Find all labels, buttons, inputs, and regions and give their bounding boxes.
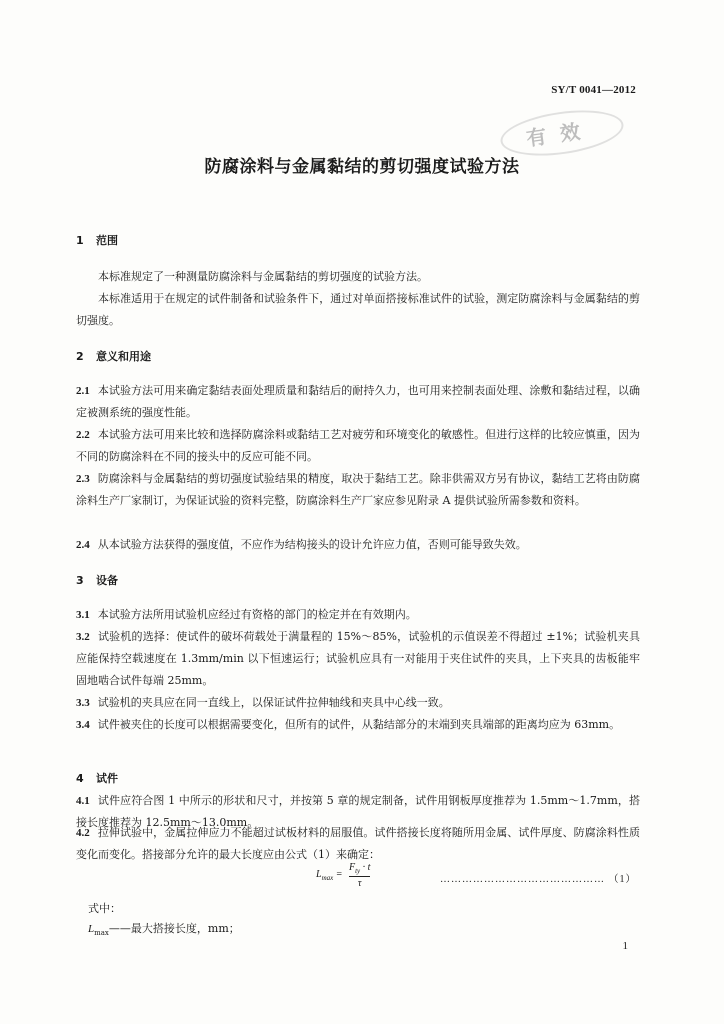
section-number: 1 [76,234,84,247]
section-title: 试件 [96,772,118,785]
clause-text: 本试验方法可用来比较和选择防腐涂料或黏结工艺对疲劳和环境变化的敏感性。但进行这样的比较应慎重，因为不同的防腐涂料在不同的接头中的反应可能不同。 [76,428,640,463]
where-item: $L_{max}——$最大搭接长度，mm； [88,922,240,938]
formula-1 [316,862,370,889]
clause [76,468,640,512]
standard-code: SY/T 0041—2012 [551,84,636,96]
clause-text: 试验机的选择：使试件的破坏荷载处于满量程的 15%～85%，试验机的示值误差不得超过 ±1%；试验机夹具应能保持空载速度在 1.3mm/min 以下恒速运行；试验机应具有一对能用于夹住试件的夹具，上下夹具的齿板能牢固地啮合试件每端 25mm。 [76,630,640,687]
section-number: 4 [76,772,84,785]
clause-number: 3.1 [76,609,90,621]
clause [76,424,640,468]
formula-lhs: $L_{max}$ = [316,869,343,882]
clause-text: 试件应符合图 1 中所示的形状和尺寸，并按第 5 章的规定制备，试件用钢板厚度推荐为 1.5mm～1.7mm，搭接长度推荐为 12.5mm～13.0mm。 [76,794,640,829]
clause [76,626,640,692]
section-number: 3 [76,574,84,587]
clause [76,822,640,866]
clause-number: 2.2 [76,429,90,441]
section-heading-4 [76,770,118,786]
clause-text: 本试验方法所用试验机应经过有资格的部门的检定并在有效期内。 [97,608,417,621]
formula-fraction [349,862,370,889]
section-heading-1 [76,232,118,248]
paragraph: 本标准适用于在规定的试件制备和试验条件下，通过对单面搭接标准试件的试验，测定防腐涂料与金属黏结的剪切强度。 [76,292,640,327]
clause [76,604,640,626]
clause-number: 3.2 [76,631,90,643]
clause-number: 4.2 [76,827,90,839]
clause-text: 从本试验方法获得的强度值，不应作为结构接头的设计允许应力值，否则可能导致失效。 [97,538,527,551]
clause [76,714,640,736]
clause-text: 本试验方法可用来确定黏结表面处理质量和黏结后的耐持久力，也可用来控制表面处理、涂敷和黏结过程，以确定被测系统的强度性能。 [76,384,640,419]
clause [76,380,640,424]
section-title: 设备 [96,574,118,587]
clause-text: 试件被夹住的长度可以根据需要变化，但所有的试件，从黏结部分的末端到夹具端部的距离均应为 63mm。 [97,718,621,731]
formula-numerator: $F_{ty} \cdot t$ [348,862,371,875]
clause-number: 3.4 [76,719,90,731]
section-title: 意义和用途 [96,350,151,363]
equation-reference: ……………………………………… （1） [440,874,637,885]
clause-text: 防腐涂料与金属黏结的剪切强度试验结果的精度，取决于黏结工艺。除非供需双方另有协议，黏结工艺将由防腐涂料生产厂家制订，为保证试验的资料完整，防腐涂料生产厂家应参见附录 A 提供试验所需参数和资料。 [76,472,640,507]
clause [76,692,640,714]
clause-text: 拉伸试验中，金属拉伸应力不能超过试板材料的屈服值。试件搭接长度将随所用金属、试件厚度、防腐涂料性质变化而变化。搭接部分允许的最大长度应由公式（1）来确定： [76,826,640,861]
clause-number: 2.4 [76,539,90,551]
page-number: 1 [622,940,628,952]
document-title: 防腐涂料与金属黏结的剪切强度试验方法 [204,157,520,177]
section-heading-2 [76,348,151,364]
section-number: 2 [76,350,84,363]
paragraph: 本标准规定了一种测量防腐涂料与金属黏结的剪切强度的试验方法。 [98,270,428,283]
clause-text: 试验机的夹具应在同一直线上，以保证试件拉伸轴线和夹具中心线一致。 [97,696,450,709]
stamp-text: 有效 [524,117,596,151]
clause-number: 2.3 [76,473,90,485]
clause-number: 4.1 [76,795,90,807]
clause [76,534,640,556]
section-heading-3 [76,572,118,588]
formula-denominator: τ [357,878,362,889]
clause-number: 3.3 [76,697,90,709]
where-label: 式中： [88,902,121,915]
fraction-bar [349,876,370,877]
clause-number: 2.1 [76,385,90,397]
section-title: 范围 [96,234,118,247]
